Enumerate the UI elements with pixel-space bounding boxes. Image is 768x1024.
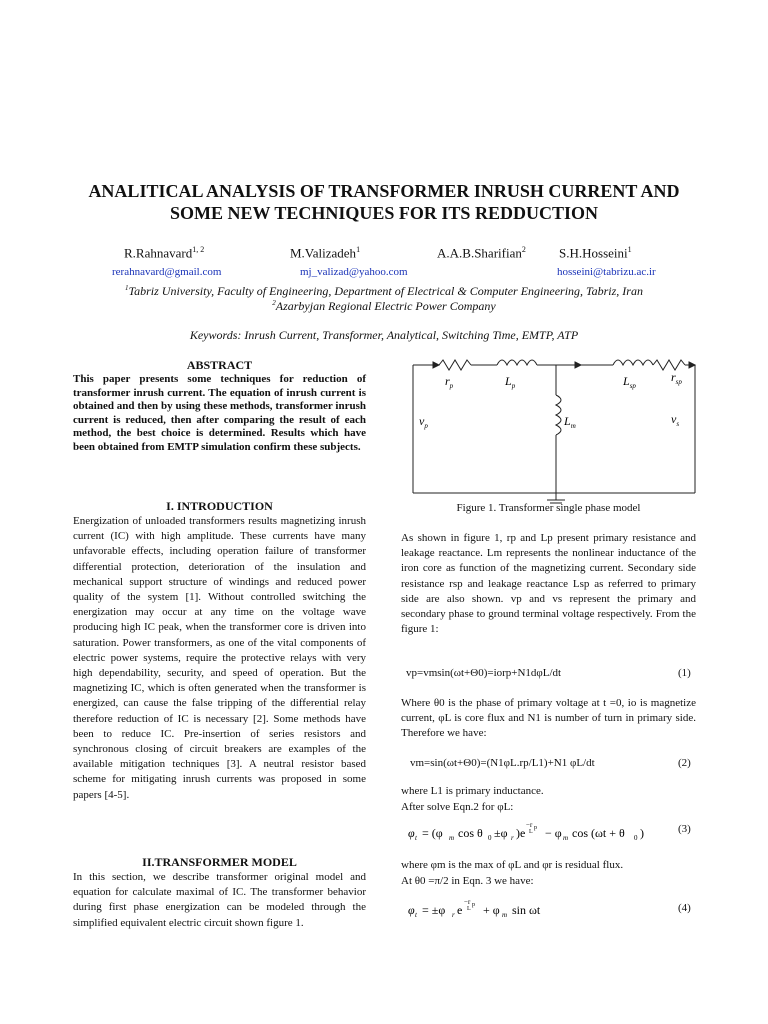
equation-1: vp=vmsin(ωt+Θ0)=iorp+N1dφL/dt: [406, 667, 562, 679]
label-Lp: $L_p$: [505, 374, 516, 390]
svg-text:)e: )e: [516, 826, 526, 840]
paragraph-3a: where L1 is primary inductance.: [401, 785, 544, 797]
svg-text:r: r: [511, 834, 514, 842]
equation-2-number: (2): [678, 757, 691, 769]
author-4: S.H.Hosseini$^1$: [559, 245, 632, 261]
model-heading: II.TRANSFORMER MODEL: [142, 855, 297, 869]
svg-text:−r: −r: [464, 898, 471, 906]
label-Lm: $L_m$: [564, 414, 576, 430]
email-2[interactable]: mj_valizad@yahoo.com: [300, 266, 408, 278]
paragraph-4a: where φm is the max of φL and φr is residual flux.: [401, 859, 624, 871]
svg-text:φ: φ: [408, 826, 415, 840]
equation-1-number: (1): [678, 667, 691, 679]
svg-text:t: t: [415, 834, 417, 842]
svg-text:0: 0: [488, 834, 492, 842]
introduction-heading: I. INTRODUCTION: [166, 499, 273, 513]
label-rsp: $r_{sp}$: [671, 370, 682, 386]
paragraph-3b: After solve Eqn.2 for φL:: [401, 801, 514, 813]
equation-3: [408, 815, 648, 847]
figure-1-caption: Figure 1. Transformer single phase model: [456, 502, 641, 514]
title-line-1: ANALITICAL ANALYSIS OF TRANSFORMER INRUSH CURRENT AND: [88, 181, 680, 201]
svg-text:cos θ: cos θ: [458, 826, 483, 840]
svg-text:0: 0: [634, 834, 638, 842]
label-vs: $v_s$: [671, 412, 680, 428]
svg-text:t: t: [415, 911, 417, 919]
svg-text:φ: φ: [408, 903, 415, 917]
equation-2: vm=sin(ωt+Θ0)=(N1φL.rp/L1)+N1 φL/dt: [410, 757, 595, 769]
svg-text:e: e: [457, 903, 463, 917]
label-vp: $v_p$: [419, 414, 428, 430]
abstract-text: This paper presents some techniques for reduction of transformer inrush current. The equation of inrush current is obtained and then by using these methods, transformer inrush current is reduced, then after comparing the result of each method, the best choice is determined. Results which have been obtained from EMTP simulation confirm these subjects.: [73, 373, 366, 453]
svg-text:sin ωt: sin ωt: [512, 903, 541, 917]
svg-text:r: r: [452, 911, 455, 919]
svg-text:): ): [640, 826, 644, 840]
paragraph-4b: At θ0 =π/2 in Eqn. 3 we have:: [401, 875, 534, 887]
author-1: R.Rahnavard$^{1, 2}$: [124, 245, 205, 261]
svg-text:p: p: [534, 825, 537, 831]
svg-text:m: m: [502, 911, 508, 919]
equation-4: [408, 892, 568, 924]
svg-text:= (φ: = (φ: [422, 826, 443, 840]
keywords: Keywords: Inrush Current, Transformer, Analytical, Switching Time, EMTP, ATP: [189, 328, 579, 342]
abstract-heading: ABSTRACT: [186, 358, 253, 372]
svg-text:m: m: [563, 834, 569, 842]
model-text: In this section, we describe transformer original model and equation for calculate maximal of IC. The transformer behavior during first phase energization can be modeled through the simplified equivalent electric circuit shown figure 1.: [73, 871, 366, 929]
equation-4-number: (4): [678, 902, 691, 914]
affiliation-1: $^1$Tabriz University, Faculty of Engineering, Department of Electrical & Computer Engineering, Tabriz, Iran: [125, 284, 643, 298]
email-1[interactable]: rerahnavard@gmail.com: [112, 266, 222, 278]
label-Lsp: $L_{sp}$: [623, 374, 636, 390]
introduction-text: Energization of unloaded transformers results magnetizing inrush current (IC) with high amplitude. These currents have many unfavorable effects, including operation failure of transformer differential protection, deterioration of the insulation and mechanical support structure of windings and reduced power quality of the system [1]. Without controlled switching the energization may occur at any time on the voltage wave producing high IC peak, when the transformer core is driven into saturation. Power transformers, as one of the vital components of electric power systems, require the protective relays with very high dependability, security, and speed of operation. But the magnetizing IC, which is often generated when the transformer is energized, can cause the false tripping of the differential relay therefore reduction of IC is necessary [2]. Some methods have been to reduce IC. Pre-insertion of series resistors and synchronous closing of circuit breakers are examples of the available mitigation techniques [3]. A neutral resistor based scheme for mitigating inrush currents was proposed in some papers [4-5].: [73, 515, 366, 801]
equation-3-number: (3): [678, 823, 691, 835]
author-2: M.Valizadeh$^1$: [290, 245, 361, 261]
svg-text:− φ: − φ: [545, 826, 562, 840]
circuit-diagram: [401, 355, 701, 505]
paragraph-2: Where θ0 is the phase of primary voltage at t =0, io is magnetize current, φL is core flux and N1 is number of turn in primary side. Therefore we have:: [401, 697, 696, 740]
svg-text:= ±φ: = ±φ: [422, 903, 446, 917]
svg-text:−r: −r: [526, 821, 533, 829]
svg-text:m: m: [449, 834, 455, 842]
email-4[interactable]: hosseini@tabrizu.ac.ir: [557, 266, 656, 278]
paper-title: [60, 180, 708, 224]
svg-text:L: L: [467, 906, 471, 912]
svg-text:+ φ: + φ: [483, 903, 500, 917]
paragraph-1: As shown in figure 1, rp and Lp present primary resistance and leakage reactance. Lm represents the nonlinear inductance of the iron core as function of the magnetizing current. Secondary side resistance rsp and leakage reactance Lsp as referred to primary side are also shown. vp and vs represent the primary and secondary phase to ground terminal voltage respectively. From the figure 1:: [401, 532, 696, 636]
svg-text:±φ: ±φ: [494, 826, 508, 840]
affiliation-2: $^2$Azarbyjan Regional Electric Power Company: [272, 299, 496, 313]
label-rp: $r_p$: [445, 374, 454, 390]
svg-text:p: p: [472, 902, 475, 908]
author-3: A.A.B.Sharifian$^2$: [437, 245, 526, 261]
title-line-2: SOME NEW TECHNIQUES FOR ITS REDDUCTION: [170, 203, 598, 223]
svg-text:cos (ωt + θ: cos (ωt + θ: [572, 826, 625, 840]
svg-text:L: L: [529, 829, 533, 835]
